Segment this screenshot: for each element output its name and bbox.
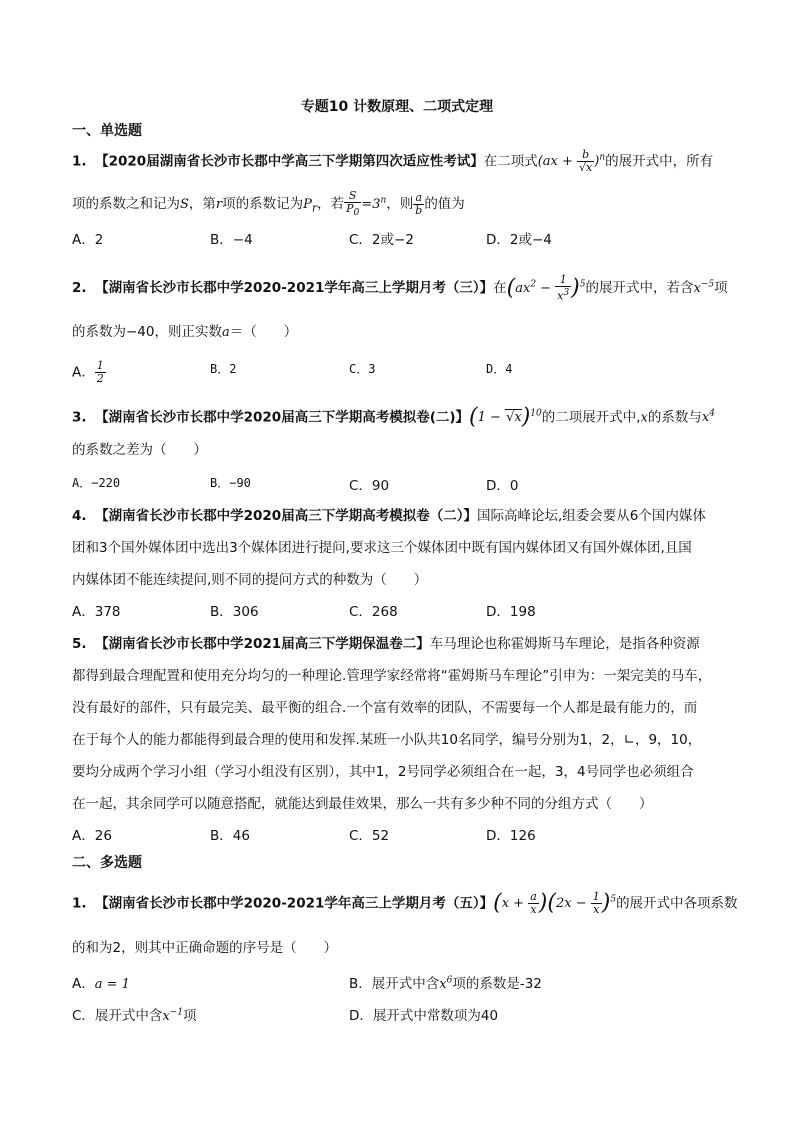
q2-options <box>72 359 732 385</box>
q4-option-a[interactable]: A．378 <box>72 604 121 620</box>
q2-binomial: ($ax^2$ − $\frac{1}{x^3}$ )$^5$ <box>506 273 586 303</box>
q2-line1: 2. 【湖南省长沙市长郡中学2020-2021学年高三上学期月考（三）】在($ax^2$ − $\frac{1}{x^3}$ )$^5$的展开式中，若含$x^{-5}$项 <box>72 273 728 303</box>
m1-option-d[interactable]: D．展开式中常数项为40 <box>349 1008 499 1024</box>
q1-binomial: (ax + $\frac{b}{√x}$ )$^n$ <box>537 148 606 175</box>
m1-option-b[interactable]: B．展开式中含$x^6$项的系数是-32 <box>349 975 542 992</box>
q4-option-b[interactable]: B．306 <box>210 604 259 620</box>
q2-source: 【湖南省长沙市长郡中学2020-2021学年高三上学期月考（三）】 <box>95 279 494 296</box>
q3-line2: 的系数之差为（ ） <box>72 442 207 458</box>
q1-option-a[interactable]: A．2 <box>72 232 104 248</box>
q4-line3: 内媒体团不能连续提问,则不同的提问方式的种数为（ ） <box>72 572 428 588</box>
q3-option-a[interactable]: A．−220 <box>72 476 121 490</box>
m1-option-a[interactable]: A．a = 1 <box>72 976 130 992</box>
q3-binomial: $(1 - √x)^{10}$ <box>469 404 542 430</box>
q2-option-a[interactable]: A． $\frac{1}{2}$ <box>72 359 104 385</box>
q3-line1: 3. 【湖南省长沙市长郡中学2020届高三下学期高考模拟卷(二)】$(1 - √x)^{10}$的二项展开式中,x的系数与$x^4$ <box>72 404 715 430</box>
section-multiple-choice: 二、多选题 <box>72 855 142 871</box>
q5-line4: 在于每个人的能力都能得到最合理的使用和发挥.某班一小队共10名同学，编号分别为1，2，∟，9，10， <box>72 732 702 748</box>
q4-option-d[interactable]: D．198 <box>486 604 536 620</box>
m1-line2: 的和为2，则其中正确命题的序号是（ ） <box>72 940 338 956</box>
q4-line2: 团和3个国外媒体团中选出3个媒体团进行提问,要求这三个媒体团中既有国内媒体团又有国外媒体团,且国 <box>72 540 692 556</box>
q5-option-a[interactable]: A．26 <box>72 828 112 844</box>
q5-line2: 都得到最合理配置和使用充分均匀的一种理论.管理学家经常将“霍姆斯马车理论”引申为：一架完美的马车， <box>72 668 712 684</box>
m1-option-c[interactable]: C．展开式中含$x^{-1}$项 <box>72 1007 197 1024</box>
q1-condition: $\frac{S}{P_0}$ $=3^n$ <box>346 189 387 219</box>
q5-line5: 要均分成两个学习小组（学习小组没有区别），其中1，2号同学必须组合在一起，3，4号同学也必须组合 <box>72 764 694 780</box>
q1-line1: 1. 【2020届湖南省长沙市长郡中学高三下学期第四次适应性考试】在二项式(ax + $\frac{b}{√x}$ )$^n$的展开式中，所有 <box>72 148 714 175</box>
q3-option-d[interactable]: D．0 <box>486 478 519 494</box>
q5-line6: 在一起，其余同学可以随意搭配，就能达到最佳效果，那么一共有多少种不同的分组方式（ ） <box>72 796 653 812</box>
q2-line2: 的系数为−40，则正实数a＝（ ） <box>72 324 298 340</box>
q5-line1: 5. 【湖南省长沙市长郡中学2021届高三下学期保温卷二】车马理论也称霍姆斯马车理论，是指各种资源 <box>72 636 700 652</box>
q5-option-d[interactable]: D．126 <box>486 828 536 844</box>
q3-option-b[interactable]: B．−90 <box>210 476 251 490</box>
q1-option-d[interactable]: D．2或−4 <box>486 232 552 248</box>
q5-source: 【湖南省长沙市长郡中学2021届高三下学期保温卷二】 <box>95 636 430 652</box>
q3-source: 【湖南省长沙市长郡中学2020届高三下学期高考模拟卷(二)】 <box>95 409 470 426</box>
m1-options-row2 <box>72 1004 732 1024</box>
m1-line1: 1. 【湖南省长沙市长郡中学2020-2021学年高三上学期月考（五）】(x + $\frac{a}{x}$ )(2x − $\frac{1}{x}$ )$^5$的展开式中各项系数 <box>72 890 738 917</box>
m1-options-row1 <box>72 972 732 992</box>
q1-option-b[interactable]: B．−4 <box>210 232 253 248</box>
q4-line1: 4. 【湖南省长沙市长郡中学2020届高三下学期高考模拟卷（二）】国际高峰论坛,组委会要从6个国内媒体 <box>72 508 706 524</box>
q3-option-c[interactable]: C．90 <box>349 478 390 494</box>
q2-option-c[interactable]: C．3 <box>349 362 376 376</box>
m1-source: 【湖南省长沙市长郡中学2020-2021学年高三上学期月考（五）】 <box>95 895 494 912</box>
section-single-choice: 一、单选题 <box>72 123 142 139</box>
q1-number: 1. <box>72 153 87 170</box>
page-title: 专题10 计数原理、二项式定理 <box>300 99 494 115</box>
m1-expression: (x + $\frac{a}{x}$ )(2x − $\frac{1}{x}$ )$^5$ <box>493 890 617 917</box>
q5-options <box>72 824 732 844</box>
q5-option-b[interactable]: B．46 <box>210 828 250 844</box>
q2-option-d[interactable]: D．4 <box>486 362 513 376</box>
q4-source: 【湖南省长沙市长郡中学2020届高三下学期高考模拟卷（二）】 <box>95 508 477 524</box>
q5-option-c[interactable]: C．52 <box>349 828 390 844</box>
q1-source: 【2020届湖南省长沙市长郡中学高三下学期第四次适应性考试】 <box>95 153 484 170</box>
q1-option-c[interactable]: C．2或−2 <box>349 232 414 248</box>
q3-options <box>72 474 732 494</box>
q5-line3: 没有最好的部件，只有最完美、最平衡的组合.一个富有效率的团队，不需要每一个人都是最有能力的，而 <box>72 700 698 716</box>
q4-options <box>72 600 732 620</box>
q1-options <box>72 228 732 248</box>
q4-option-c[interactable]: C．268 <box>349 604 398 620</box>
q1-line2: 项的系数之和记为S，第r项的系数记为$P_r$，若 $\frac{S}{P_0}$ $=3^n$，则 $\frac{a}{b}$ 的值为 <box>72 189 465 219</box>
q2-option-b[interactable]: B．2 <box>210 362 237 376</box>
